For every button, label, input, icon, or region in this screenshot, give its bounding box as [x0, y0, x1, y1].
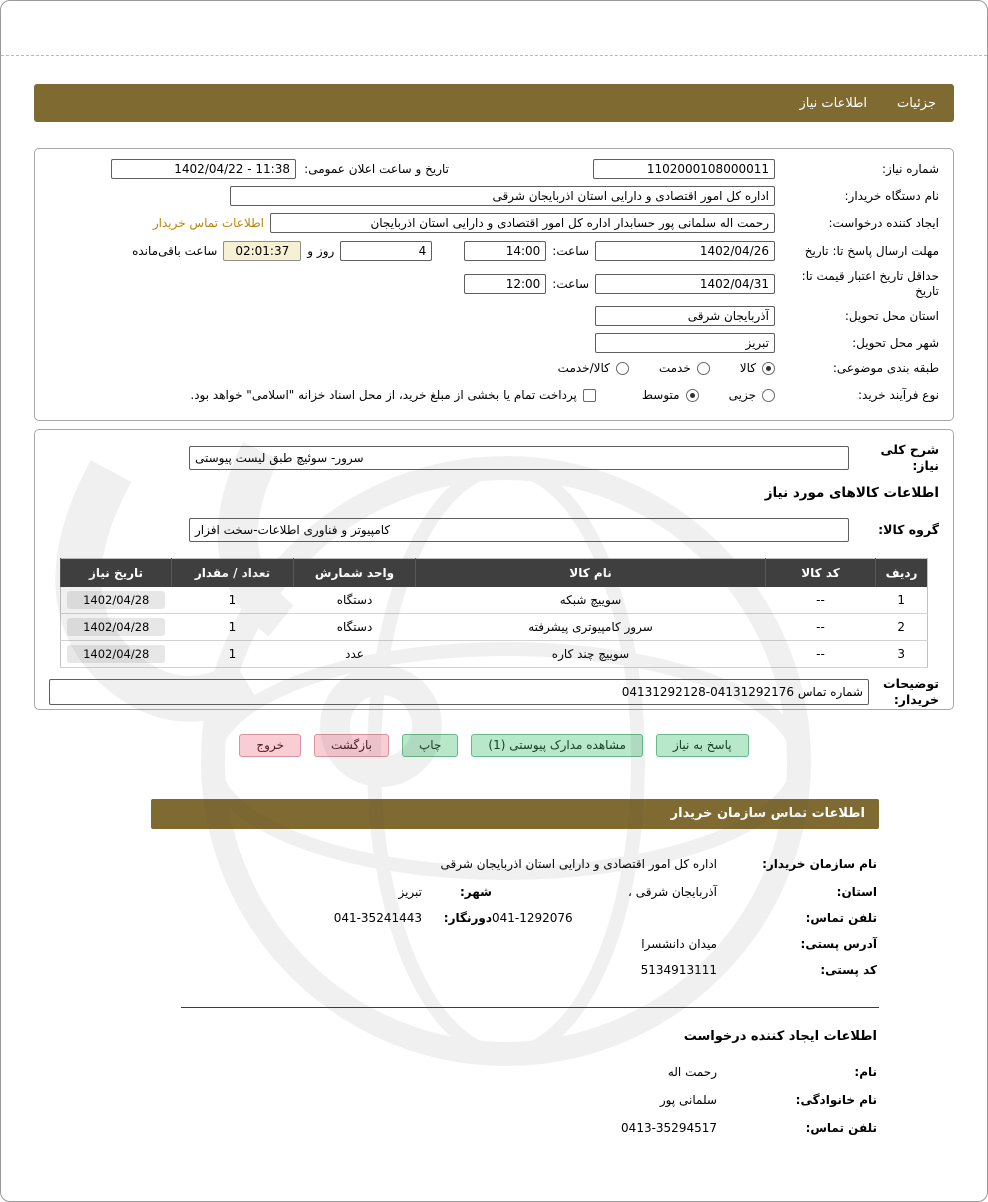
cell-item-name: سوییچ چند کاره — [416, 641, 766, 668]
buyer-notes-field[interactable]: شماره تماس 04131292176-04131292128 — [49, 679, 869, 705]
action-button-bar — [1, 734, 987, 757]
treasury-note: پرداخت تمام یا بخشی از مبلغ خرید، از محل اسناد خزانه "اسلامی" خواهد بود. — [190, 388, 577, 402]
radio-medium-label: متوسط — [641, 388, 680, 402]
contact-fax-label: دورنگار: — [443, 911, 492, 925]
org-name-label: نام سازمان خریدار: — [762, 857, 877, 871]
col-need-date: تاریخ نیاز — [61, 559, 172, 587]
delivery-province-label: استان محل تحویل: — [844, 308, 939, 323]
cell-quantity: 1 — [172, 587, 294, 614]
cell-row-number: 3 — [876, 641, 928, 668]
tab-need-info[interactable]: اطلاعات نیاز — [799, 95, 868, 111]
cell-unit: دستگاه — [294, 587, 416, 614]
creator-label: ایجاد کننده درخواست: — [828, 215, 939, 230]
postal-code-label: کد پستی: — [820, 963, 877, 977]
process-type-label: نوع فرآیند خرید: — [858, 388, 939, 402]
buyer-org-field[interactable]: اداره کل امور اقتصادی و دارایی استان اذربایجان شرقی — [230, 186, 775, 206]
top-divider — [1, 55, 987, 56]
date-chip: 1402/04/28 — [67, 618, 165, 636]
contact-phone-label: تلفن تماس: — [805, 911, 877, 925]
row-delivery-province — [49, 306, 939, 326]
row-buyer-notes — [49, 676, 939, 707]
row-org-name — [440, 857, 877, 871]
cell-item-code: -- — [766, 614, 876, 641]
delivery-city-field[interactable]: تبریز — [595, 333, 775, 353]
radio-service-label: خدمت — [658, 361, 691, 375]
radio-service[interactable] — [697, 362, 710, 375]
row-phone-fax — [334, 911, 877, 925]
row-creator-phone — [621, 1121, 877, 1135]
table-row — [61, 641, 928, 668]
row-creator — [49, 213, 939, 233]
cell-item-name: سرور کامپیوتری پیشرفته — [416, 614, 766, 641]
row-last-name — [660, 1093, 877, 1107]
radio-goods[interactable] — [762, 362, 775, 375]
need-number-label: شماره نیاز: — [882, 161, 939, 176]
creator-phone-label: تلفن تماس: — [805, 1121, 877, 1135]
col-item-code: کد کالا — [766, 559, 876, 587]
remaining-label: ساعت باقی‌مانده — [132, 243, 218, 258]
validity-hour-label: ساعت: — [552, 276, 589, 291]
reply-deadline-time-field[interactable]: 14:00 — [464, 241, 546, 261]
contact-province-label: استان: — [836, 885, 877, 899]
cell-item-name: سوییچ شبکه — [416, 587, 766, 614]
delivery-province-field[interactable]: آذربایجان شرقی — [595, 306, 775, 326]
need-info-panel — [34, 148, 954, 421]
cell-need-date — [61, 587, 172, 614]
radio-goods-service[interactable] — [616, 362, 629, 375]
contact-province-value: آذربایجان شرقی ، — [628, 885, 717, 899]
col-unit: واحد شمارش — [294, 559, 416, 587]
row-postal-address — [641, 937, 877, 951]
radio-goods-label: کالا — [739, 361, 756, 375]
items-table — [60, 558, 928, 668]
need-summary-label: شرح کلی نیاز: — [880, 442, 939, 473]
buyer-contact-section-header: اطلاعات تماس سازمان خریدار — [151, 799, 879, 829]
radio-minor[interactable] — [762, 389, 775, 402]
treasury-checkbox[interactable] — [583, 389, 596, 402]
buyer-org-label: نام دستگاه خریدار: — [844, 188, 939, 203]
exit-button[interactable]: خروج — [239, 734, 301, 757]
table-row — [61, 614, 928, 641]
last-name-label: نام خانوادگی: — [795, 1093, 877, 1107]
radio-minor-label: جزیی — [728, 388, 756, 402]
buyer-notes-label: توضیحات خریدار: — [883, 676, 939, 707]
reply-deadline-date-field[interactable]: 1402/04/26 — [595, 241, 775, 261]
days-label: روز و — [307, 243, 335, 258]
creator-phone-value: 0413-35294517 — [621, 1121, 717, 1135]
back-button[interactable]: بازگشت — [314, 734, 389, 757]
table-row — [61, 587, 928, 614]
cell-need-date — [61, 641, 172, 668]
classification-label: طبقه بندی موضوعی: — [832, 361, 939, 375]
row-need-number — [49, 159, 939, 179]
cell-item-code: -- — [766, 587, 876, 614]
print-button[interactable]: چاپ — [402, 734, 458, 757]
date-chip: 1402/04/28 — [67, 645, 165, 663]
row-buyer-org — [49, 186, 939, 206]
first-name-value: رحمت اله — [667, 1065, 717, 1079]
price-validity-time-field[interactable]: 12:00 — [464, 274, 546, 294]
row-delivery-city — [49, 333, 939, 353]
buyer-contact-link[interactable]: اطلاعات تماس خریدار — [152, 216, 264, 230]
cell-quantity: 1 — [172, 641, 294, 668]
org-name-value: اداره کل امور اقتصادی و دارایی استان اذربایجان شرقی — [440, 857, 717, 871]
last-name-value: سلمانی پور — [659, 1093, 717, 1107]
contact-phone-value: 041-1292076 — [492, 911, 573, 925]
delivery-city-label: شهر محل تحویل: — [852, 335, 939, 350]
row-items-heading — [49, 485, 939, 502]
price-validity-date-field[interactable]: 1402/04/31 — [595, 274, 775, 294]
need-summary-field[interactable]: سرور- سوئیچ طبق لیست پیوستی — [189, 446, 849, 470]
col-item-name: نام کالا — [416, 559, 766, 587]
reply-deadline-label: مهلت ارسال پاسخ تا: تاریخ — [804, 243, 939, 258]
row-postal-code — [641, 963, 877, 977]
section-divider — [181, 1007, 879, 1008]
reply-to-need-button[interactable]: پاسخ به نیاز — [656, 734, 749, 757]
days-left-field[interactable]: 4 — [340, 241, 432, 261]
cell-need-date — [61, 614, 172, 641]
price-validity-label: حداقل تاریخ اعتبار قیمت تا: تاریخ — [801, 269, 939, 298]
row-classification — [49, 361, 939, 376]
cell-unit: دستگاه — [294, 614, 416, 641]
items-heading: اطلاعات کالاهای مورد نیاز — [764, 485, 939, 501]
creator-section-header: اطلاعات ایجاد کننده درخواست — [683, 1029, 877, 1044]
col-quantity: تعداد / مقدار — [172, 559, 294, 587]
view-attachments-button[interactable]: مشاهده مدارک پیوستی (1) — [471, 734, 643, 757]
col-row-number: ردیف — [876, 559, 928, 587]
contact-city-value: تبریز — [398, 885, 422, 899]
row-province-city — [398, 885, 877, 899]
row-reply-deadline — [49, 241, 939, 261]
first-name-label: نام: — [854, 1065, 877, 1079]
radio-goods-service-label: کالا/خدمت — [557, 361, 610, 375]
row-process-type — [49, 388, 939, 403]
postal-code-value: 5134913111 — [640, 963, 717, 977]
cell-row-number: 2 — [876, 614, 928, 641]
tab-details[interactable]: جزئیات — [897, 95, 936, 111]
contact-city-label: شهر: — [460, 885, 492, 899]
creator-field[interactable]: رحمت اله سلمانی پور حسابدار اداره کل امور اقتصادی و دارایی استان اذربایجان — [270, 213, 775, 233]
row-need-summary — [49, 442, 939, 473]
countdown-timer: 02:01:37 — [223, 241, 301, 261]
radio-medium[interactable] — [686, 389, 699, 402]
announce-label: تاریخ و ساعت اعلان عمومی: — [304, 161, 449, 176]
need-number-field[interactable]: 1102000108000011 — [593, 159, 775, 179]
row-price-validity — [49, 269, 939, 299]
postal-address-label: آدرس پستی: — [800, 937, 877, 951]
cell-row-number: 1 — [876, 587, 928, 614]
row-first-name — [668, 1065, 877, 1079]
cell-quantity: 1 — [172, 614, 294, 641]
goods-group-field[interactable]: کامپیوتر و فناوری اطلاعات-سخت افزار — [189, 518, 849, 542]
goods-group-label: گروه کالا: — [878, 522, 939, 538]
cell-item-code: -- — [766, 641, 876, 668]
cell-unit: عدد — [294, 641, 416, 668]
date-chip: 1402/04/28 — [67, 591, 165, 609]
need-items-panel — [34, 429, 954, 710]
reply-hour-label: ساعت: — [552, 243, 589, 258]
items-table-header-row — [61, 559, 928, 587]
contact-fax-value: 041-35241443 — [333, 911, 422, 925]
postal-address-value: میدان دانشسرا — [641, 937, 717, 951]
announce-field[interactable]: 1402/04/22 - 11:38 — [111, 159, 296, 179]
top-tab-bar — [34, 84, 954, 122]
row-goods-group — [49, 518, 939, 542]
